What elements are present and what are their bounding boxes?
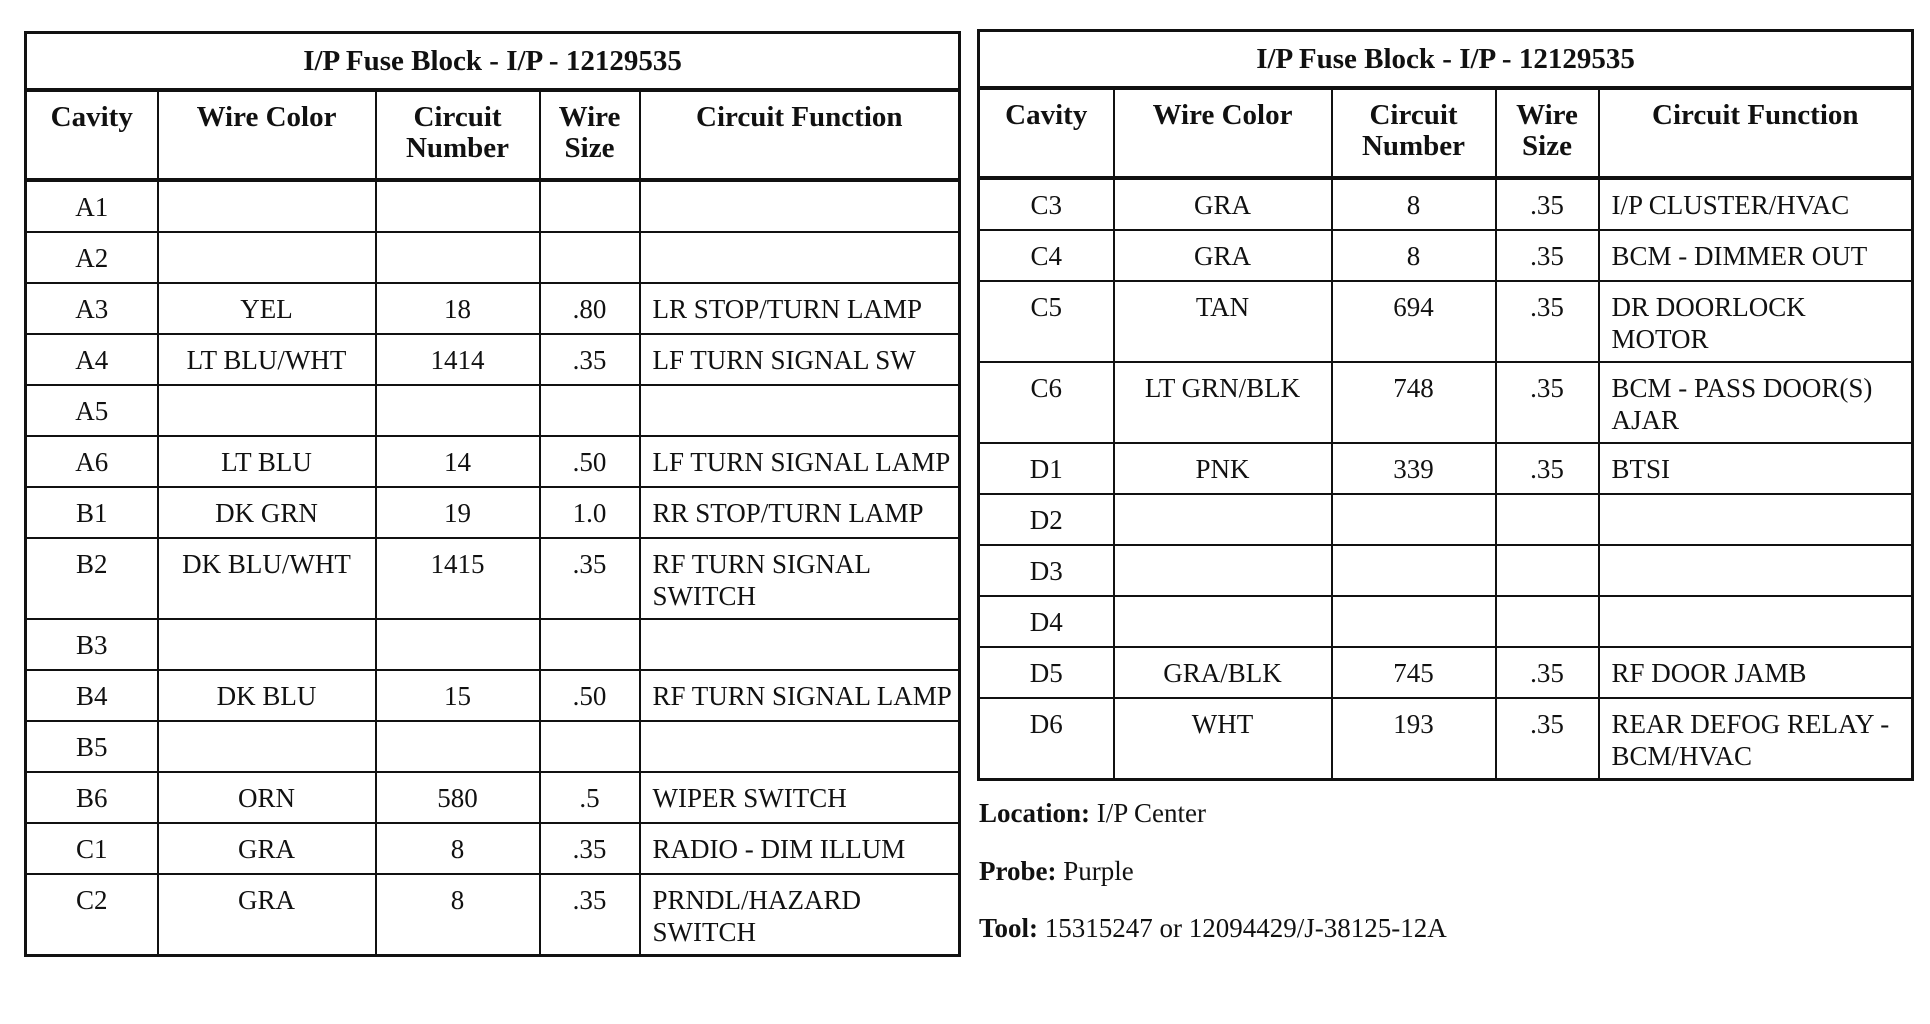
circuit-function-cell (1599, 494, 1913, 545)
wire-color-cell (1114, 596, 1332, 647)
table-row (26, 772, 960, 823)
circuit-function-cell: PRNDL/HAZARD SWITCH (640, 874, 960, 956)
location-label: Location: (979, 798, 1090, 828)
wire-color-cell: PNK (1114, 443, 1332, 494)
column-header-circuit-number: Circuit Number (1332, 88, 1496, 178)
wire-size-cell: .35 (1496, 647, 1599, 698)
table-row (26, 385, 960, 436)
cavity-cell: A1 (26, 180, 158, 232)
wire-color-cell: GRA/BLK (1114, 647, 1332, 698)
column-header-circuit-number: Circuit Number (376, 90, 540, 180)
table-row (979, 647, 1913, 698)
circuit-function-cell: BCM - PASS DOOR(S) AJAR (1599, 362, 1913, 443)
table-row (26, 874, 960, 956)
wire-color-cell: GRA (158, 823, 376, 874)
circuit-number-cell (376, 721, 540, 772)
cavity-cell: B1 (26, 487, 158, 538)
cavity-cell: B5 (26, 721, 158, 772)
table-row (979, 698, 1913, 780)
column-header-circuit-function: Circuit Function (1599, 88, 1913, 178)
circuit-function-cell: LF TURN SIGNAL SW (640, 334, 960, 385)
circuit-number-cell: 1414 (376, 334, 540, 385)
cavity-cell: B3 (26, 619, 158, 670)
circuit-function-cell (640, 232, 960, 283)
wire-size-cell: .50 (540, 436, 640, 487)
circuit-function-cell (640, 619, 960, 670)
cavity-cell: C3 (979, 178, 1114, 230)
wire-size-cell: .50 (540, 670, 640, 721)
wire-size-cell: .35 (1496, 443, 1599, 494)
wire-size-cell: .80 (540, 283, 640, 334)
wire-color-cell: WHT (1114, 698, 1332, 780)
fuse-table-right (977, 29, 1914, 781)
wire-color-cell: LT BLU (158, 436, 376, 487)
circuit-number-cell: 8 (376, 874, 540, 956)
circuit-function-cell: RADIO - DIM ILLUM (640, 823, 960, 874)
circuit-function-cell (640, 385, 960, 436)
circuit-number-cell: 18 (376, 283, 540, 334)
circuit-number-cell: 15 (376, 670, 540, 721)
circuit-number-cell: 748 (1332, 362, 1496, 443)
circuit-number-cell: 694 (1332, 281, 1496, 362)
wire-color-cell: YEL (158, 283, 376, 334)
circuit-number-cell: 193 (1332, 698, 1496, 780)
wire-color-cell: LT GRN/BLK (1114, 362, 1332, 443)
circuit-number-cell: 19 (376, 487, 540, 538)
cavity-cell: C6 (979, 362, 1114, 443)
circuit-number-cell: 1415 (376, 538, 540, 619)
cavity-cell: C2 (26, 874, 158, 956)
column-header-cavity: Cavity (979, 88, 1114, 178)
probe-value: Purple (1063, 856, 1134, 886)
circuit-function-cell: LR STOP/TURN LAMP (640, 283, 960, 334)
circuit-number-cell: 339 (1332, 443, 1496, 494)
cavity-cell: C1 (26, 823, 158, 874)
wire-color-cell: GRA (1114, 230, 1332, 281)
circuit-number-cell (376, 232, 540, 283)
table-row (979, 443, 1913, 494)
cavity-cell: A6 (26, 436, 158, 487)
wire-size-cell: .5 (540, 772, 640, 823)
circuit-function-cell: RF DOOR JAMB (1599, 647, 1913, 698)
cavity-cell: D5 (979, 647, 1114, 698)
location-value: I/P Center (1096, 798, 1206, 828)
wire-color-cell (158, 232, 376, 283)
wire-color-cell: TAN (1114, 281, 1332, 362)
wire-color-cell: LT BLU/WHT (158, 334, 376, 385)
circuit-number-cell: 8 (376, 823, 540, 874)
table-row (26, 670, 960, 721)
column-header-circuit-function: Circuit Function (640, 90, 960, 180)
circuit-number-cell: 8 (1332, 178, 1496, 230)
circuit-function-cell: RF TURN SIGNAL SWITCH (640, 538, 960, 619)
wire-size-cell (540, 232, 640, 283)
circuit-function-cell (640, 180, 960, 232)
table-row (26, 823, 960, 874)
circuit-function-cell: WIPER SWITCH (640, 772, 960, 823)
column-header-wire-size: Wire Size (1496, 88, 1599, 178)
tool-label: Tool: (979, 913, 1039, 943)
circuit-number-cell (376, 619, 540, 670)
table-row (26, 619, 960, 670)
circuit-number-cell (1332, 545, 1496, 596)
fuse-table-left (24, 31, 961, 957)
location-note (979, 797, 1206, 829)
table-row (979, 178, 1913, 230)
circuit-number-cell: 8 (1332, 230, 1496, 281)
probe-note (979, 855, 1134, 887)
circuit-function-cell: RR STOP/TURN LAMP (640, 487, 960, 538)
wire-size-cell: .35 (540, 334, 640, 385)
tool-value: 15315247 or 12094429/J-38125-12A (1044, 913, 1447, 943)
circuit-number-cell: 14 (376, 436, 540, 487)
wire-color-cell (1114, 494, 1332, 545)
cavity-cell: D6 (979, 698, 1114, 780)
cavity-cell: A2 (26, 232, 158, 283)
column-header-wire-color: Wire Color (1114, 88, 1332, 178)
wire-color-cell: ORN (158, 772, 376, 823)
cavity-cell: D3 (979, 545, 1114, 596)
wire-size-cell (1496, 494, 1599, 545)
circuit-number-cell (376, 385, 540, 436)
table-row (26, 180, 960, 232)
wire-size-cell (540, 385, 640, 436)
cavity-cell: B6 (26, 772, 158, 823)
table-row (26, 721, 960, 772)
wire-size-cell: .35 (540, 874, 640, 956)
table-title: I/P Fuse Block - I/P - 12129535 (979, 31, 1913, 89)
table-title: I/P Fuse Block - I/P - 12129535 (26, 33, 960, 91)
table-body (979, 178, 1913, 780)
wire-size-cell: 1.0 (540, 487, 640, 538)
wire-size-cell (1496, 545, 1599, 596)
wire-color-cell (1114, 545, 1332, 596)
circuit-function-cell: RF TURN SIGNAL LAMP (640, 670, 960, 721)
wire-size-cell: .35 (1496, 178, 1599, 230)
circuit-number-cell: 745 (1332, 647, 1496, 698)
wire-size-cell (540, 180, 640, 232)
cavity-cell: A4 (26, 334, 158, 385)
wire-color-cell (158, 180, 376, 232)
circuit-function-cell: LF TURN SIGNAL LAMP (640, 436, 960, 487)
circuit-function-cell: REAR DEFOG RELAY - BCM/HVAC (1599, 698, 1913, 780)
wire-color-cell: GRA (1114, 178, 1332, 230)
circuit-function-cell: BTSI (1599, 443, 1913, 494)
table-row (26, 538, 960, 619)
probe-label: Probe: (979, 856, 1057, 886)
column-header-cavity: Cavity (26, 90, 158, 180)
circuit-function-cell (1599, 545, 1913, 596)
cavity-cell: B4 (26, 670, 158, 721)
table-row (26, 232, 960, 283)
table-row (979, 230, 1913, 281)
wire-color-cell: GRA (158, 874, 376, 956)
wire-color-cell: DK GRN (158, 487, 376, 538)
wire-size-cell: .35 (1496, 362, 1599, 443)
wire-size-cell: .35 (540, 538, 640, 619)
wire-color-cell (158, 619, 376, 670)
wire-color-cell: DK BLU (158, 670, 376, 721)
circuit-function-cell (640, 721, 960, 772)
cavity-cell: C5 (979, 281, 1114, 362)
column-header-wire-color: Wire Color (158, 90, 376, 180)
wire-size-cell (540, 721, 640, 772)
wire-size-cell: .35 (1496, 230, 1599, 281)
wire-size-cell (540, 619, 640, 670)
wire-color-cell: DK BLU/WHT (158, 538, 376, 619)
circuit-function-cell (1599, 596, 1913, 647)
cavity-cell: A3 (26, 283, 158, 334)
table-row (979, 494, 1913, 545)
circuit-number-cell (1332, 596, 1496, 647)
table-row (979, 545, 1913, 596)
wire-size-cell: .35 (1496, 281, 1599, 362)
table-row (26, 334, 960, 385)
wire-size-cell (1496, 596, 1599, 647)
circuit-function-cell: DR DOORLOCK MOTOR (1599, 281, 1913, 362)
wire-color-cell (158, 385, 376, 436)
cavity-cell: D4 (979, 596, 1114, 647)
cavity-cell: C4 (979, 230, 1114, 281)
wire-size-cell: .35 (1496, 698, 1599, 780)
table-row (26, 436, 960, 487)
circuit-number-cell (1332, 494, 1496, 545)
table-body (26, 180, 960, 956)
cavity-cell: B2 (26, 538, 158, 619)
wire-size-cell: .35 (540, 823, 640, 874)
wire-color-cell (158, 721, 376, 772)
table-row (979, 362, 1913, 443)
cavity-cell: D2 (979, 494, 1114, 545)
circuit-number-cell (376, 180, 540, 232)
circuit-function-cell: I/P CLUSTER/HVAC (1599, 178, 1913, 230)
table-row (26, 487, 960, 538)
circuit-function-cell: BCM - DIMMER OUT (1599, 230, 1913, 281)
circuit-number-cell: 580 (376, 772, 540, 823)
column-header-wire-size: Wire Size (540, 90, 640, 180)
table-row (979, 596, 1913, 647)
cavity-cell: D1 (979, 443, 1114, 494)
tool-note (979, 912, 1447, 944)
table-row (979, 281, 1913, 362)
cavity-cell: A5 (26, 385, 158, 436)
table-row (26, 283, 960, 334)
